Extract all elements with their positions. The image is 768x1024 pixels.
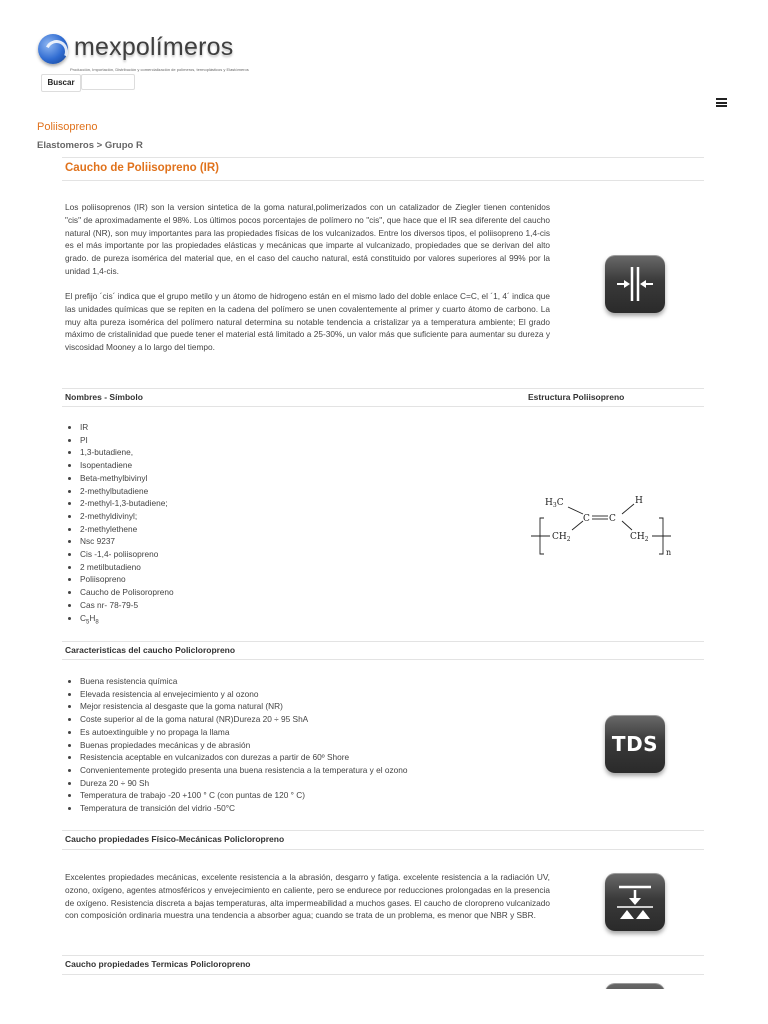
divider bbox=[62, 974, 704, 975]
polyisoprene-structure-diagram bbox=[528, 492, 678, 562]
compression-icon[interactable] bbox=[605, 873, 665, 931]
h-label: H bbox=[635, 496, 643, 506]
mechanical-heading: Caucho propiedades Físico-Mecánicas Policloropreno bbox=[65, 834, 285, 844]
list-item: • 2-methylbutadiene bbox=[80, 485, 174, 498]
list-item: • IR bbox=[80, 421, 174, 434]
list-item: • Nsc 9237 bbox=[80, 535, 174, 548]
divider bbox=[62, 388, 704, 389]
names-heading: Nombres - Símbolo bbox=[65, 392, 143, 402]
site-tagline: Producción, Importación, Distribución y comercialización de polímeros, termoplásticos y Elastómeros bbox=[70, 67, 249, 72]
divider bbox=[62, 955, 704, 956]
list-item: • Poliisopreno bbox=[80, 573, 174, 586]
list-item: • Beta-methylbivinyl bbox=[80, 472, 174, 485]
list-item: • Caucho de Polisoropreno bbox=[80, 586, 174, 599]
carbon-2-label: C bbox=[609, 514, 616, 524]
ch2-right-label: $CH_2$ bbox=[630, 532, 649, 543]
h3c-label: $H_3C$ bbox=[545, 498, 564, 509]
divider bbox=[62, 830, 704, 831]
list-item: • 1,3-butadiene, bbox=[80, 446, 174, 459]
repeat-n-label: n bbox=[666, 548, 672, 557]
intro-paragraph-1: Los poliisoprenos (IR) son la version sintetica de la goma natural,polimerizados con un catalizador de Ziegler tienen contenidos "cis" de aproximadamente el 98%. Los últimos pocos porcentajes de polímero no "cis", que hace que el IR sea diferente del caucho natural (NR), son muy importantes para las propiedades físicas de los vulcanizados. Entre los diversos tipos, el poliisopreno 1,4-cis es el más importante por las propiedades elásticas y mecánicas que imparte al vulcanizado, propiedades que se derivan del alto grado. de pureza isomérica del material que, en el caso del caucho natural, está constituido por valores superiores al 99% por la unidad 1,4-cis. bbox=[65, 202, 550, 276]
divider bbox=[62, 157, 704, 158]
mechanical-paragraph: Excelentes propiedades mecánicas, excelente resistencia a la abrasión, desgarro y fatiga. excelente resistencia a la radiación UV, ozono, oxígeno, agentes atmosféricos y envejecimiento en caliente, pero se endurece por reducciones prolongadas en la presencia de oxígeno. Resistencia discreta a bajas temperaturas, alta impermeabilidad a muchos gases. El caucho de cloropreno vulcanizado con composición ordinaria muestra una tendencia a absorber agua; cuando se trata de un problema, es menor que NBR y SBR. bbox=[65, 872, 550, 921]
search-input[interactable] bbox=[81, 74, 135, 90]
hamburger-menu-icon[interactable] bbox=[716, 98, 727, 107]
formula-item bbox=[80, 612, 174, 629]
logo-globe-icon[interactable] bbox=[38, 34, 68, 64]
divider bbox=[62, 641, 704, 642]
compare-arrows-icon[interactable] bbox=[605, 255, 665, 313]
formula-part: 5 bbox=[86, 619, 90, 626]
list-item: • Temperatura de trabajo -20 +100 ° C (con puntas de 120 ° C) bbox=[80, 789, 407, 802]
page-title: Caucho de Poliisopreno (IR) bbox=[65, 162, 219, 174]
list-item: • 2 metilbutadieno bbox=[80, 561, 174, 574]
list-item: • Cis -1,4- poliisopreno bbox=[80, 548, 174, 561]
divider bbox=[62, 180, 704, 181]
thermal-heading: Caucho propiedades Termicas Policloropreno bbox=[65, 959, 251, 969]
list-item: • Isopentadiene bbox=[80, 459, 174, 472]
names-list bbox=[64, 421, 174, 629]
divider bbox=[62, 849, 704, 850]
list-item: • Temperatura de transición del vidrio -50°C bbox=[80, 802, 407, 815]
thermal-icon[interactable] bbox=[605, 983, 665, 989]
list-item: • 2-methyl-1,3-butadiene; bbox=[80, 497, 174, 510]
list-item: • PI bbox=[80, 434, 174, 447]
structure-heading: Estructura Poliisopreno bbox=[528, 392, 625, 402]
list-item: • Convenientemente protegido presenta una buena resistencia a la temperatura y el ozono bbox=[80, 764, 407, 777]
list-item: • 2-methylethene bbox=[80, 523, 174, 536]
tds-label: TDS bbox=[611, 732, 659, 756]
list-item: • Elevada resistencia al envejecimiento y al ozono bbox=[80, 688, 407, 701]
list-item: • Resistencia aceptable en vulcanizados con durezas a partir de 60º Shore bbox=[80, 751, 407, 764]
list-item: • Buenas propiedades mecánicas y de abrasión bbox=[80, 739, 407, 752]
divider bbox=[62, 659, 704, 660]
ch2-left-label: $CH_2$ bbox=[552, 532, 571, 543]
divider bbox=[62, 406, 704, 407]
breadcrumb[interactable]: Elastomeros > Grupo R bbox=[37, 140, 143, 151]
search-button[interactable]: Buscar bbox=[41, 74, 81, 92]
tds-document-icon[interactable] bbox=[605, 715, 665, 773]
intro-paragraph-2: El prefijo ´cis´ indica que el grupo metilo y un átomo de hidrogeno están en el mismo lado del doble enlace C=C, el ´1, 4´ indica que las unidades químicas que se repiten en la cadena del polímero se unen covalentemente al primer y cuarto átomo de carbono. La muy alta pureza isomérica del polímero natural determina su notable tendencia a cristalizar ya a temperatura ambiente; El grado máximo de cristalinidad que puede tener el material está limitado a 25-30%, un valor más que suficiente para aumentar su dureza y viscosidad Mooney a lo largo del tiempo. bbox=[65, 291, 550, 353]
characteristics-heading: Caracteristicas del caucho Policloropreno bbox=[65, 645, 236, 655]
list-item: • Es autoextinguible y no propaga la llama bbox=[80, 726, 407, 739]
formula-part: H bbox=[89, 612, 96, 623]
list-item: • Mejor resistencia al desgaste que la goma natural (NR) bbox=[80, 700, 407, 713]
list-item: • Cas nr- 78-79-5 bbox=[80, 599, 174, 612]
formula-part: 8 bbox=[95, 619, 99, 626]
category-title[interactable]: Poliisopreno bbox=[37, 121, 98, 133]
list-item: • Dureza 20 ÷ 90 Sh bbox=[80, 777, 407, 790]
site-logo[interactable]: mexpolímeros bbox=[74, 33, 234, 61]
list-item: • Coste superior al de la goma natural (NR)Dureza 20 ÷ 95 ShA bbox=[80, 713, 407, 726]
characteristics-list bbox=[64, 675, 407, 815]
formula-part: C bbox=[80, 612, 86, 623]
list-item: • Buena resistencia química bbox=[80, 675, 407, 688]
carbon-1-label: C bbox=[583, 514, 590, 524]
list-item: • 2-methyldivinyl; bbox=[80, 510, 174, 523]
